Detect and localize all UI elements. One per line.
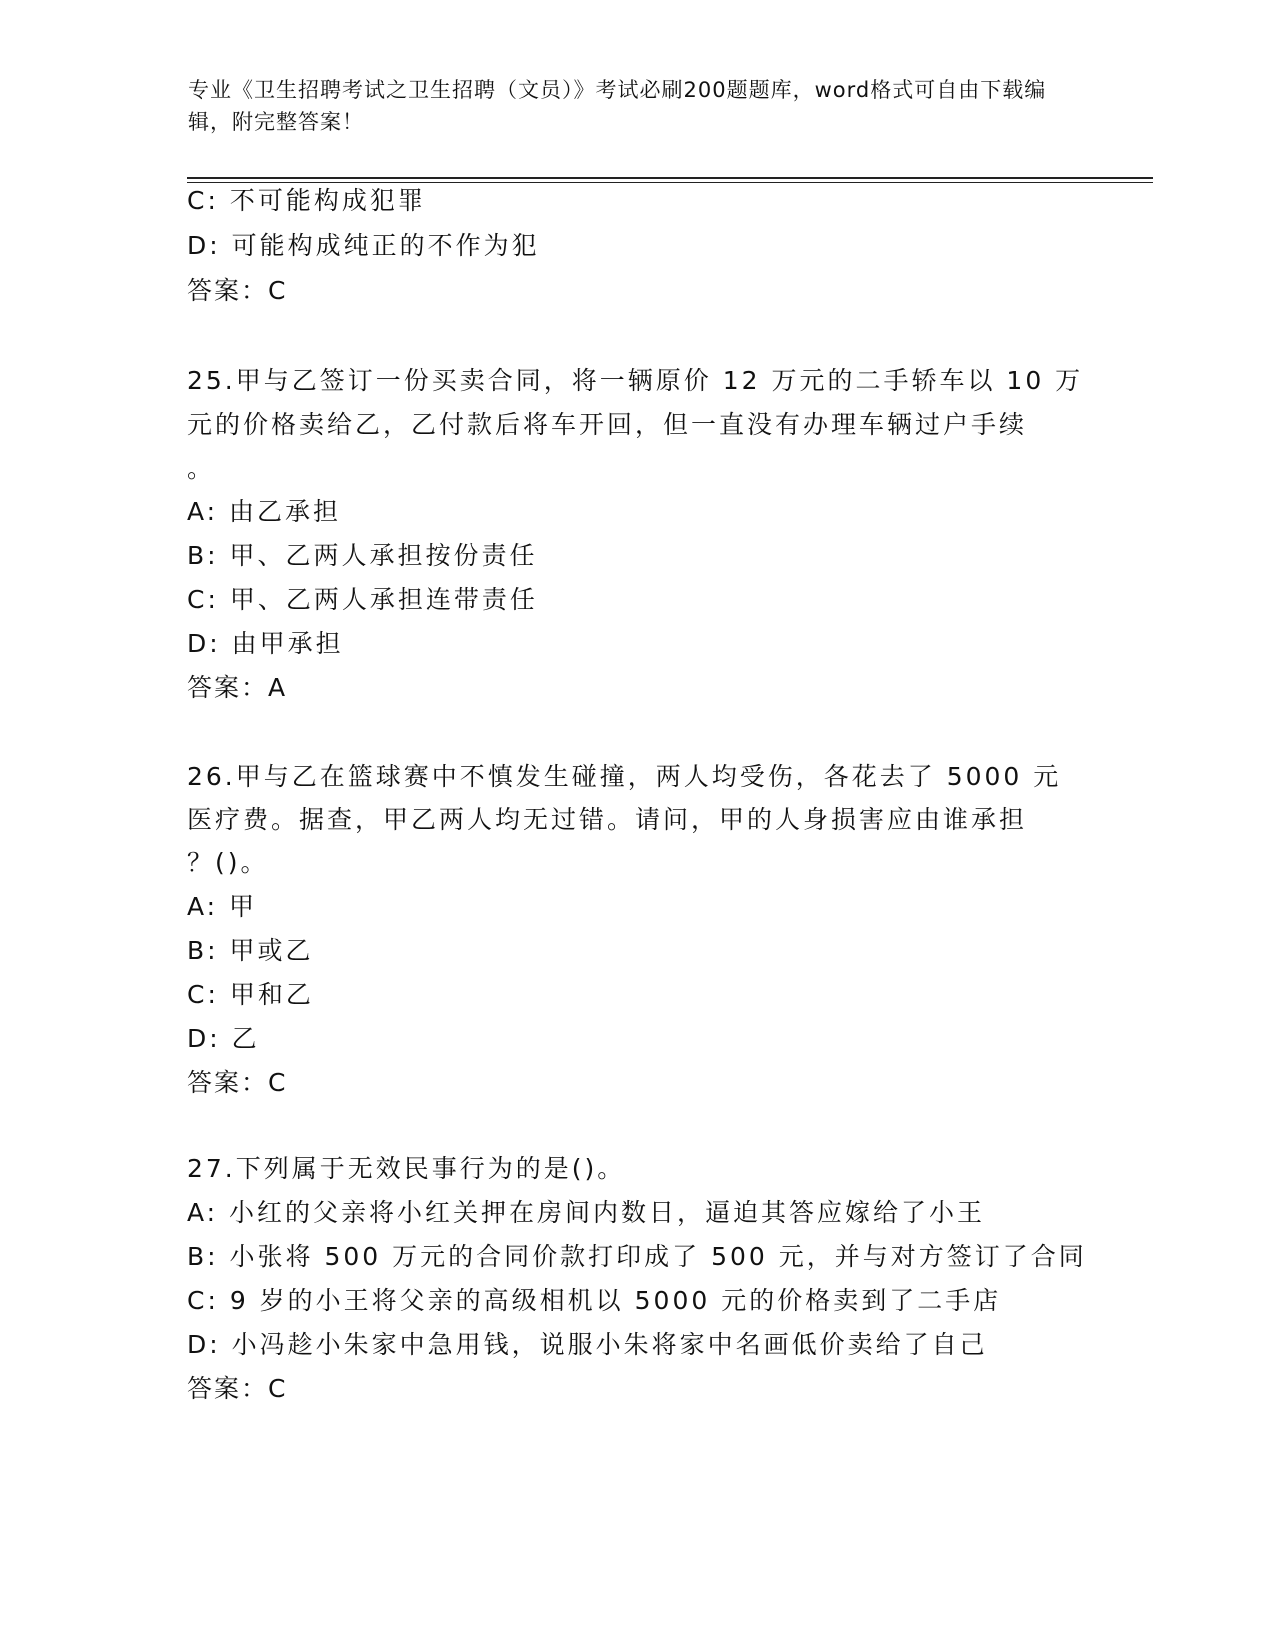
question-27-answer: 答案：C xyxy=(187,1374,288,1403)
question-26-option-c: C: 甲和乙 xyxy=(187,980,314,1009)
question-25-option-b: B: 甲、乙两人承担按份责任 xyxy=(187,541,538,570)
option-d: D: 可能构成纯正的不作为犯 xyxy=(187,231,540,260)
question-25-option-c: C: 甲、乙两人承担连带责任 xyxy=(187,585,538,614)
question-25-option-a: A: 由乙承担 xyxy=(187,497,342,526)
question-26-option-d: D: 乙 xyxy=(187,1024,260,1053)
question-25-answer: 答案：A xyxy=(187,673,288,702)
question-27-option-b: B: 小张将 500 万元的合同价款打印成了 500 元，并与对方签订了合同 xyxy=(187,1242,1087,1271)
question-26-option-a: A: 甲 xyxy=(187,892,258,921)
question-27-option-c: C: 9 岁的小王将父亲的高级相机以 5000 元的价格卖到了二手店 xyxy=(187,1286,1002,1315)
question-26-option-b: B: 甲或乙 xyxy=(187,936,314,965)
header-rule-thin xyxy=(187,182,1153,183)
question-26-stem-line-2: 医疗费。据查，甲乙两人均无过错。请问，甲的人身损害应由谁承担 xyxy=(187,805,1028,834)
question-25-stem-line-1: 25.甲与乙签订一份买卖合同，将一辆原价 12 万元的二手轿车以 10 万 xyxy=(187,366,1084,395)
question-25-stem-line-3: 。 xyxy=(187,454,216,483)
answer: 答案：C xyxy=(187,276,288,305)
question-27-option-d: D: 小冯趁小朱家中急用钱，说服小朱将家中名画低价卖给了自己 xyxy=(187,1330,988,1359)
question-25-stem-line-2: 元的价格卖给乙，乙付款后将车开回，但一直没有办理车辆过户手续 xyxy=(187,410,1028,439)
header-rule-thick xyxy=(187,177,1153,179)
question-26-stem-line-3: ？()。 xyxy=(187,848,269,877)
option-c: C: 不可能构成犯罪 xyxy=(187,186,426,215)
question-26-answer: 答案：C xyxy=(187,1068,288,1097)
question-27-stem: 27.下列属于无效民事行为的是()。 xyxy=(187,1154,626,1183)
question-25-option-d: D: 由甲承担 xyxy=(187,629,344,658)
document-header: 专业《卫生招聘考试之卫生招聘（文员）》考试必刷200题题库，word格式可自由下载编辑，附完整答案！ xyxy=(188,78,1047,134)
question-26-stem-line-1: 26.甲与乙在篮球赛中不慎发生碰撞，两人均受伤，各花去了 5000 元 xyxy=(187,762,1062,791)
question-27-option-a: A: 小红的父亲将小红关押在房间内数日，逼迫其答应嫁给了小王 xyxy=(187,1198,986,1227)
